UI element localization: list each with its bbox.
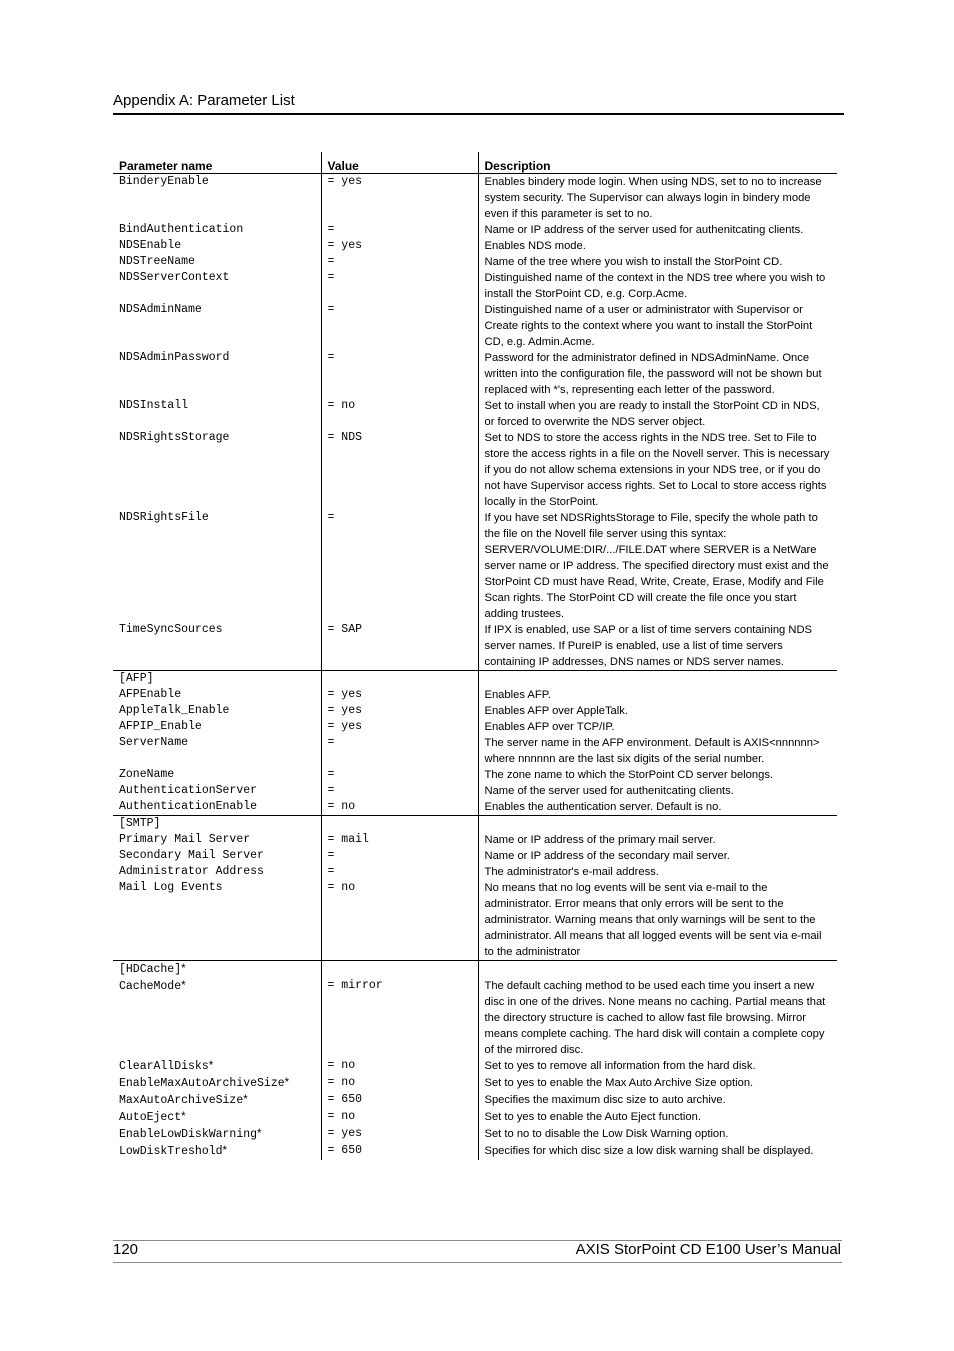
- param-description: Enables AFP.: [478, 687, 837, 703]
- param-name: CacheMode: [119, 980, 182, 993]
- param-value: = no: [321, 799, 478, 816]
- table-row: [113, 1092, 837, 1109]
- param-name: AuthenticationEnable: [113, 799, 321, 816]
- param-description: Name or IP address of the primary mail server.: [478, 832, 837, 848]
- param-value: = yes: [321, 687, 478, 703]
- table-row: [113, 350, 837, 398]
- section-row: [113, 816, 837, 833]
- param-name-cell: [113, 1092, 321, 1109]
- param-name: Secondary Mail Server: [119, 849, 264, 862]
- footnote-marker: *: [208, 1060, 214, 1072]
- section-row: [113, 961, 837, 979]
- table-row: [113, 174, 837, 223]
- param-description: Enables NDS mode.: [478, 238, 837, 254]
- table-row: [113, 719, 837, 735]
- param-name: ServerName: [119, 736, 189, 749]
- param-name: AuthenticationServer: [119, 784, 258, 797]
- param-description: The administrator's e-mail address.: [478, 864, 837, 880]
- param-name-cell: [113, 1075, 321, 1092]
- param-name: NDSServerContext: [119, 271, 230, 284]
- param-name: TimeSyncSources: [113, 622, 321, 671]
- section-label: [HDCache]: [119, 963, 182, 976]
- param-name: NDSEnable: [119, 239, 182, 252]
- param-value: =: [321, 510, 478, 622]
- param-name: NDSInstall: [119, 399, 189, 412]
- section-name: [SMTP]: [119, 817, 161, 830]
- param-value: = NDS: [321, 430, 478, 510]
- param-description: The zone name to which the StorPoint CD server belongs.: [478, 767, 837, 783]
- param-value: =: [321, 350, 478, 398]
- header-rule: [113, 113, 844, 115]
- param-description: Distinguished name of a user or administrator with Supervisor or Create rights to the context where you want to install the StorPoint CD, e.g. Admin.Acme.: [478, 302, 837, 350]
- param-description: Specifies the maximum disc size to auto archive.: [478, 1092, 837, 1109]
- param-description: The default caching method to be used each time you insert a new disc in one of the drives. None means no caching. Partial means that the directory structure is cached to allow fast file browsing. Mirror means complete caching. The hard disk will contain a complete copy of the mirrored disc.: [478, 978, 837, 1058]
- param-description: Set to yes to enable the Auto Eject function.: [478, 1109, 837, 1126]
- param-description: Name or IP address of the server used for authenitcating clients.: [478, 222, 837, 238]
- param-value: = yes: [321, 719, 478, 735]
- param-description: Set to install when you are ready to install the StorPoint CD in NDS, or forced to overwrite the NDS server object.: [478, 398, 837, 430]
- param-description: Set to yes to enable the Max Auto Archive Size option.: [478, 1075, 837, 1092]
- column-header-parameter-name: Parameter name: [113, 152, 321, 174]
- param-name: Mail Log Events: [113, 880, 321, 961]
- column-header-description: Description: [478, 152, 837, 174]
- param-value: [321, 671, 478, 688]
- manual-title: AXIS StorPoint CD E100 User’s Manual: [575, 1241, 841, 1258]
- param-value: = no: [321, 1058, 478, 1075]
- param-description: Set to yes to remove all information from the hard disk.: [478, 1058, 837, 1075]
- param-description: Enables AFP over AppleTalk.: [478, 703, 837, 719]
- param-description: Set to no to disable the Low Disk Warning option.: [478, 1126, 837, 1143]
- section-row: [113, 671, 837, 688]
- param-description: Enables AFP over TCP/IP.: [478, 719, 837, 735]
- param-name-cell: [113, 1126, 321, 1143]
- footnote-marker: *: [243, 1094, 248, 1106]
- param-value: = yes: [321, 1126, 478, 1143]
- section-name: [AFP]: [119, 672, 154, 685]
- footnote-marker: *: [222, 1145, 228, 1157]
- param-value: = mirror: [321, 978, 478, 1058]
- table-row: [113, 703, 837, 719]
- footnote-marker: *: [181, 963, 186, 975]
- param-description: [478, 961, 837, 979]
- param-value: =: [321, 783, 478, 799]
- table-row: [113, 1058, 837, 1075]
- table-row: [113, 848, 837, 864]
- param-value: = no: [321, 1075, 478, 1092]
- param-description: Set to NDS to store the access rights in the NDS tree. Set to File to store the access rights in a file on the Novell server. This is necessary if you do not allow schema extensions in your NDS tree, or if you do not have Supervisor access rights. Set to Local to store access rights locally in the StorPoint.: [478, 430, 837, 510]
- param-name: ZoneName: [119, 768, 175, 781]
- param-name: AppleTalk_Enable: [119, 704, 230, 717]
- table-row: [113, 254, 837, 270]
- param-description: [478, 671, 837, 688]
- table-header-row: [113, 152, 837, 174]
- param-name: AutoEject: [119, 1111, 182, 1124]
- table-row: [113, 270, 837, 302]
- param-value: [321, 816, 478, 833]
- param-value: = no: [321, 1109, 478, 1126]
- table-row: [113, 799, 837, 816]
- param-description: Password for the administrator defined in NDSAdminName. Once written into the configuration file, the password will not be shown but replaced with *'s, representing each letter of the password.: [478, 350, 837, 398]
- param-value: =: [321, 254, 478, 270]
- param-value: = yes: [321, 174, 478, 223]
- param-description: No means that no log events will be sent via e-mail to the administrator. Error means that only errors will be sent to the administrator. Warning means that only warnings will be sent to the administrator. All means that all logged events will be sent via e-mail to the administrator: [478, 880, 837, 961]
- footnote-marker: *: [284, 1077, 290, 1089]
- param-name: Primary Mail Server: [119, 833, 251, 846]
- param-name-cell: [113, 978, 321, 1058]
- param-description: The server name in the AFP environment. Default is AXIS<nnnnnn> where nnnnnn are the last six digits of the serial number.: [478, 735, 837, 767]
- param-name: NDSAdminPassword: [119, 351, 230, 364]
- table-row: [113, 222, 837, 238]
- param-value: = no: [321, 880, 478, 961]
- table-row: [113, 398, 837, 430]
- param-name-cell: [113, 1109, 321, 1126]
- param-name: EnableLowDiskWarning: [119, 1128, 258, 1141]
- parameter-table: [113, 152, 837, 1160]
- param-description: Name or IP address of the secondary mail server.: [478, 848, 837, 864]
- table-row: [113, 1109, 837, 1126]
- page-number: 120: [113, 1241, 139, 1258]
- param-value: = SAP: [321, 622, 478, 671]
- param-name: BindAuthentication: [119, 223, 244, 236]
- column-header-value: Value: [321, 152, 478, 174]
- section-name: [113, 961, 321, 979]
- param-value: =: [321, 767, 478, 783]
- table-row: [113, 880, 837, 961]
- param-value: =: [321, 864, 478, 880]
- param-name: BinderyEnable: [119, 175, 209, 188]
- param-description: Name of the server used for authenitcating clients.: [478, 783, 837, 799]
- table-row: [113, 238, 837, 254]
- param-description: Enables the authentication server. Default is no.: [478, 799, 837, 816]
- table-row: [113, 622, 837, 671]
- param-description: Distinguished name of the context in the NDS tree where you wish to install the StorPoint CD, e.g. Corp.Acme.: [478, 270, 837, 302]
- param-name: AFPEnable: [119, 688, 182, 701]
- table-row: [113, 1075, 837, 1092]
- table-row: [113, 302, 837, 350]
- param-value: = no: [321, 398, 478, 430]
- param-description: Name of the tree where you wish to install the StorPoint CD.: [478, 254, 837, 270]
- param-value: =: [321, 222, 478, 238]
- param-name: AFPIP_Enable: [119, 720, 202, 733]
- param-name: EnableMaxAutoArchiveSize: [119, 1077, 285, 1090]
- table-row: [113, 832, 837, 848]
- table-row: [113, 687, 837, 703]
- param-description: [478, 816, 837, 833]
- param-name: NDSRightsFile: [119, 511, 209, 524]
- param-value: = yes: [321, 238, 478, 254]
- footnote-marker: *: [181, 980, 186, 992]
- param-name: NDSRightsStorage: [119, 431, 230, 444]
- param-value: =: [321, 302, 478, 350]
- table-row: [113, 864, 837, 880]
- param-value: =: [321, 848, 478, 864]
- param-value: = 650: [321, 1092, 478, 1109]
- param-name-cell: [113, 1143, 321, 1160]
- param-value: =: [321, 735, 478, 767]
- param-name: MaxAutoArchiveSize: [119, 1094, 244, 1107]
- param-description: Enables bindery mode login. When using NDS, set to no to increase system security. The Supervisor can always login in bindery mode even if this parameter is set to no.: [478, 174, 837, 223]
- table-row: [113, 1143, 837, 1160]
- param-name: LowDiskTreshold: [119, 1145, 223, 1158]
- param-value: =: [321, 270, 478, 302]
- param-name: NDSAdminName: [119, 303, 202, 316]
- table-row: [113, 510, 837, 622]
- param-value: = mail: [321, 832, 478, 848]
- param-value: [321, 961, 478, 979]
- table-row: [113, 735, 837, 767]
- param-name: Administrator Address: [119, 865, 264, 878]
- table-row: [113, 1126, 837, 1143]
- footnote-marker: *: [181, 1111, 186, 1123]
- param-name: NDSTreeName: [119, 255, 195, 268]
- footer-rule-bottom: [113, 1262, 842, 1263]
- table-row: [113, 767, 837, 783]
- footnote-marker: *: [257, 1128, 262, 1140]
- table-row: [113, 430, 837, 510]
- param-value: = 650: [321, 1143, 478, 1160]
- param-description: Specifies for which disc size a low disk warning shall be displayed.: [478, 1143, 837, 1160]
- param-description: If you have set NDSRightsStorage to File, specify the whole path to the file on the Novell file server using this syntax: SERVER/VOLUME:DIR/.../FILE.DAT where SERVER is a NetWare server name or IP address. The specified directory must exist and the StorPoint CD must have Read, Write, Create, Erase, Modify and File Scan rights. The StorPoint CD will create the file once you start adding trustees.: [478, 510, 837, 622]
- param-name: ClearAllDisks: [119, 1060, 209, 1073]
- param-name-cell: [113, 1058, 321, 1075]
- table-row: [113, 783, 837, 799]
- param-value: = yes: [321, 703, 478, 719]
- page-header-title: Appendix A: Parameter List: [113, 92, 295, 109]
- param-description: If IPX is enabled, use SAP or a list of time servers containing NDS server names. If PureIP is enabled, use a list of time servers containing IP addresses, DNS names or NDS server names.: [478, 622, 837, 671]
- table-row: [113, 978, 837, 1058]
